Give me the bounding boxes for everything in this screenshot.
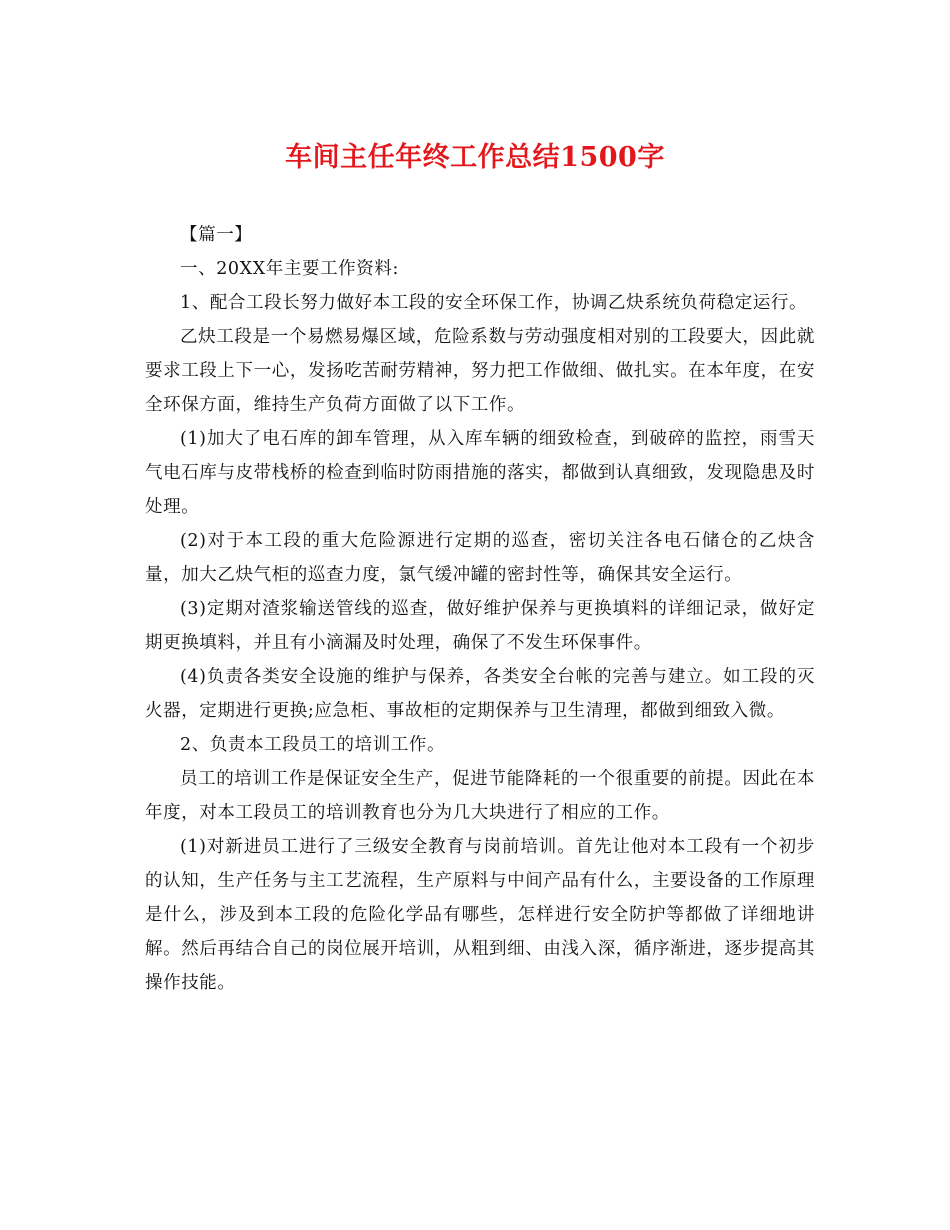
section-heading: 【篇一】 [180, 225, 253, 245]
paragraph: 乙炔工段是一个易燃易爆区域，危险系数与劳动强度相对别的工段要大，因此就要求工段上下一心，发扬吃苦耐劳精神，努力把工作做细、做扎实。在本年度，在安全环保方面，维持生产负荷方面做了以下工作。 [145, 327, 815, 415]
subsection-heading: 一、20XX年主要工作资料: [180, 259, 399, 279]
paragraph: 2、负责本工段员工的培训工作。 [180, 735, 446, 755]
paragraph: (2)对于本工段的重大危险源进行定期的巡查，密切关注各电石储仓的乙炔含量，加大乙炔气柜的巡查力度，氯气缓冲罐的密封性等，确保其安全运行。 [145, 531, 815, 585]
paragraph: (3)定期对渣浆输送管线的巡查，做好维护保养与更换填料的详细记录，做好定期更换填料，并且有小滴漏及时处理，确保了不发生环保事件。 [145, 599, 815, 653]
paragraph: 1、配合工段长努力做好本工段的安全环保工作，协调乙炔系统负荷稳定运行。 [180, 293, 808, 313]
paragraph: (4)负责各类安全设施的维护与保养，各类安全台帐的完善与建立。如工段的灭火器，定期进行更换;应急柜、事故柜的定期保养与卫生清理，都做到细致入微。 [145, 667, 815, 721]
paragraph: (1)加大了电石库的卸车管理，从入库车辆的细致检查，到破碎的监控，雨雪天气电石库与皮带栈桥的检查到临时防雨措施的落实，都做到认真细致，发现隐患及时处理。 [145, 429, 815, 517]
document-body [145, 218, 815, 1000]
paragraph: 员工的培训工作是保证安全生产，促进节能降耗的一个很重要的前提。因此在本年度，对本工段员工的培训教育也分为几大块进行了相应的工作。 [145, 769, 815, 823]
document-title: 车间主任年终工作总结1500字 [285, 142, 665, 173]
paragraph: (1)对新进员工进行了三级安全教育与岗前培训。首先让他对本工段有一个初步的认知，生产任务与主工艺流程，生产原料与中间产品有什么，主要设备的工作原理是什么，涉及到本工段的危险化学品有哪些，怎样进行安全防护等都做了详细地讲解。然后再结合自己的岗位展开培训，从粗到细、由浅入深，循序渐进，逐步提高其操作技能。 [145, 837, 815, 993]
